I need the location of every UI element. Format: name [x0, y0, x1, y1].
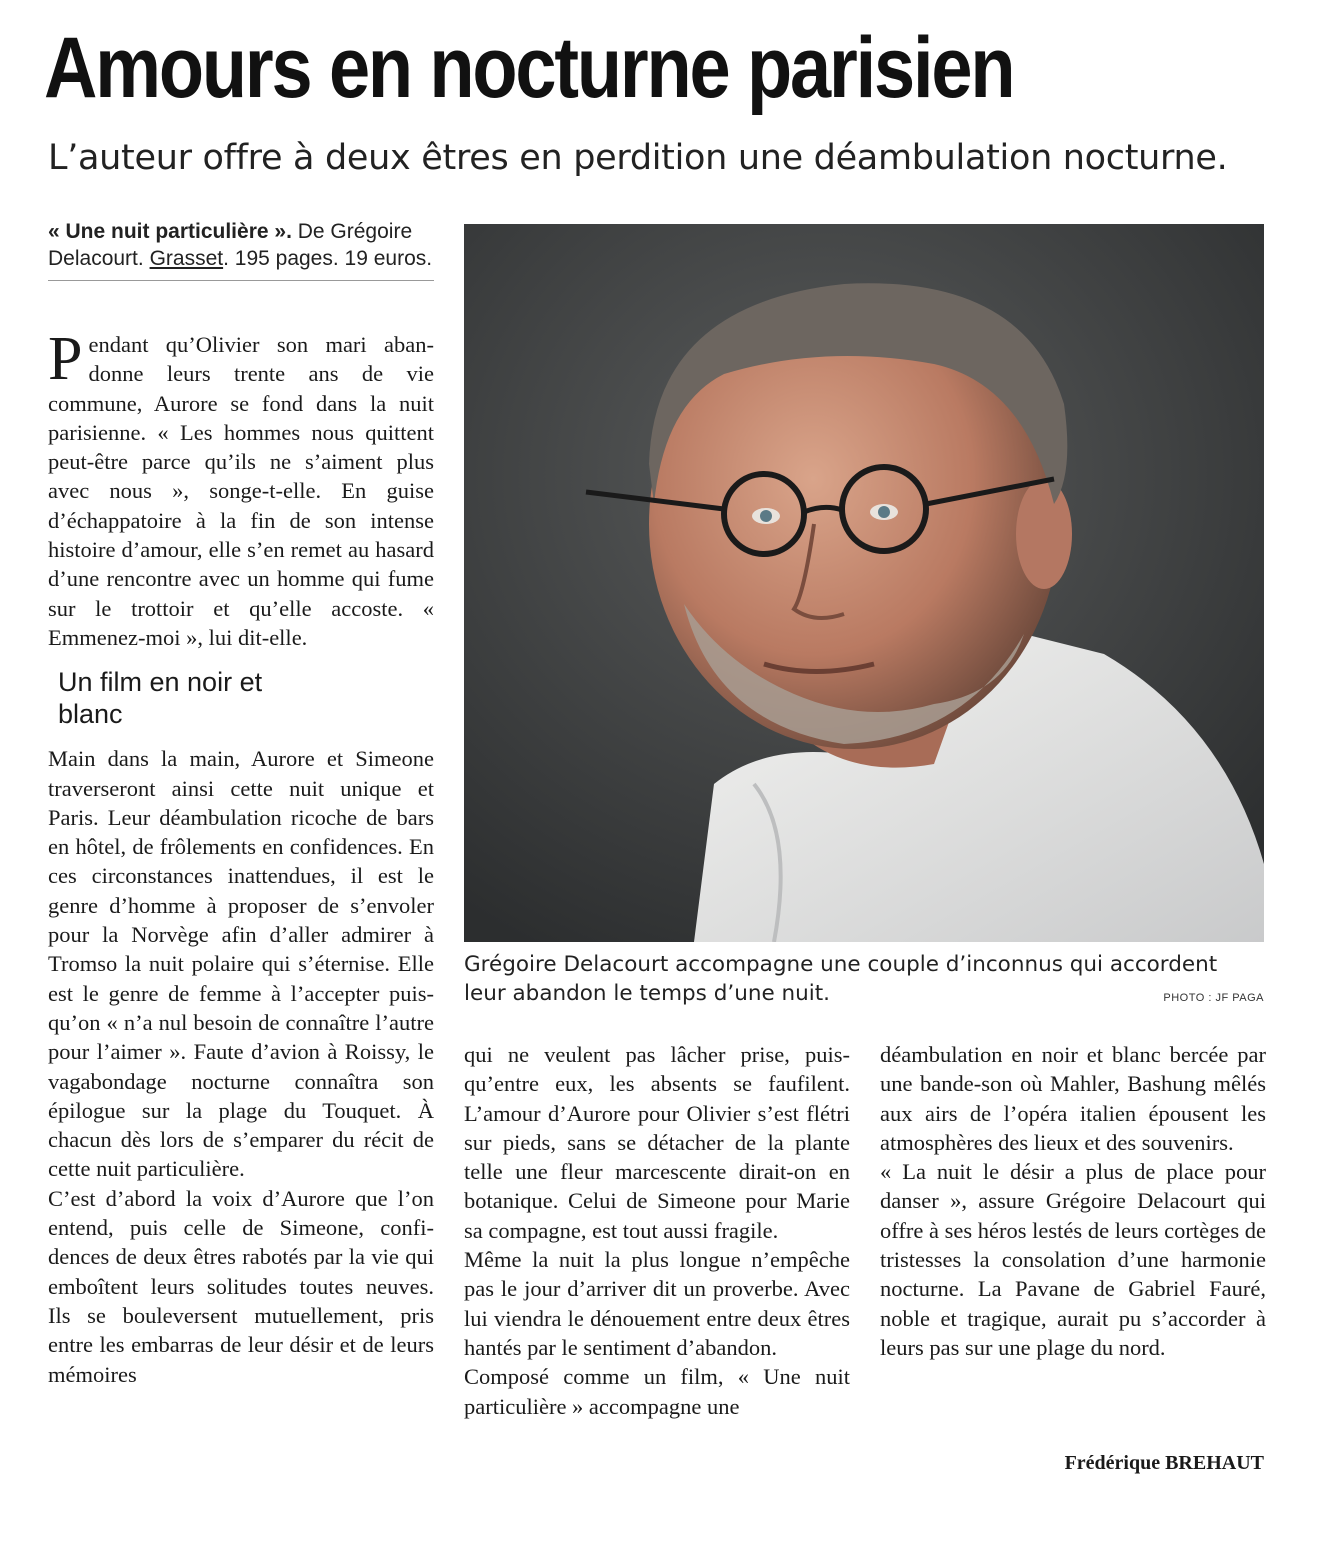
- paragraph-4: qui ne veulent pas lâcher prise, puisqu’entre eux, les absents se faufilent. L’amour d’Aurore pour Olivier s’est flétri sur pieds, sans se détacher de la plante telle une fleur marcescente dirait-on en botanique. Celui de Simeone pour Marie sa compagne, est tout aussi fragile.: [464, 1042, 850, 1243]
- paragraph-7: déambulation en noir et blanc bercée par une bande-son où Mahler, Bashung mêlés aux airs de l’opéra italien épousent les atmosphères des lieux et des souvenirs.: [880, 1042, 1266, 1155]
- book-info: [48, 218, 434, 281]
- article-column-3: [880, 1040, 1266, 1362]
- paragraph-1: Pendant qu’Olivier son mari abandonne leurs trente ans de vie commune, Aurore se fond dans la nuit parisienne. « Les hommes nous quittent peut-être parce qu’ils ne s’aiment plus avec nous », songe-t-elle. En guise d’échappatoire à la fin de son intense histoire d’amour, elle s’en remet au hasard d’une rencontre avec un homme qui fume sur le trottoir et qu’elle accoste. « Emmenez-moi », lui dit-elle.: [48, 325, 434, 650]
- headline: Amours en nocturne parisien: [44, 20, 1014, 116]
- article-author: Frédérique BREHAUT: [1064, 1452, 1264, 1474]
- article-column-2: [464, 1040, 850, 1421]
- paragraph-5: Même la nuit la plus longue n’empêche pas le jour d’arriver dit un proverbe. Avec lui viendra le dénouement entre deux êtres hantés par le sentiment d’abandon.: [464, 1247, 850, 1360]
- photo-credit: PHOTO : JF PAGA: [1163, 992, 1264, 1004]
- paragraph-8: « La nuit le désir a plus de place pour danser », assure Grégoire Delacourt qui offre à ses héros lestés de leurs cortèges de tristesses la consolation d’une harmonie nocturne. La Pavane de Gabriel Fauré, noble et tragique, aurait pu s’accorder à leurs pas sur une plage du nord.: [880, 1159, 1266, 1360]
- book-details: . 195 pages. 19 euros.: [223, 247, 433, 270]
- book-publisher: Grasset: [149, 247, 224, 270]
- subheadline: L’auteur offre à deux êtres en perdition une déambulation nocturne.: [48, 138, 1228, 178]
- section-subtitle: Un film en noir et blanc: [58, 667, 263, 730]
- paragraph-2: Main dans la main, Aurore et Simeone traverseront ainsi cette nuit unique et Paris. Leur déambulation ricoche de bars en hôtel, de frôlements en confidences. En ces circonstances inattendues, il est le genre d’homme à proposer de s’envoler pour la Norvège afin d’aller admirer à Tromso la nuit polaire qui s’éternise. Elle est le genre de femme à l’accepter puisqu’on « n’a nul besoin de connaître l’autre pour l’aimer ». Faute d’avion à Roissy, le vagabondage nocturne connaîtra son épilogue sur la plage du Touquet. À chacun dès lors de s’emparer du récit de cette nuit particulière.: [48, 746, 434, 1182]
- book-title: « Une nuit particulière ».: [48, 220, 292, 243]
- article-column-1: [48, 325, 434, 1389]
- book-author: De Grégoire Delacourt.: [48, 220, 413, 270]
- author-portrait-icon: [464, 224, 1264, 942]
- photo-caption: Grégoire Delacourt accompagne une couple d’inconnus qui accordent leur abandon le temps d’une nuit.: [464, 952, 1218, 1006]
- drop-cap: P: [48, 325, 83, 393]
- paragraph-3: C’est d’abord la voix d’Aurore que l’on entend, puis celle de Simeone, confidences de deux êtres rabotés par la vie qui emboîtent leurs solitudes toutes neuves. Ils se bouleversent mutuellement, pris entre les embarras de leur désir et de leurs mémoires: [48, 1185, 434, 1387]
- paragraph-6: Composé comme un film, « Une nuit particulière » accompagne une: [464, 1364, 850, 1419]
